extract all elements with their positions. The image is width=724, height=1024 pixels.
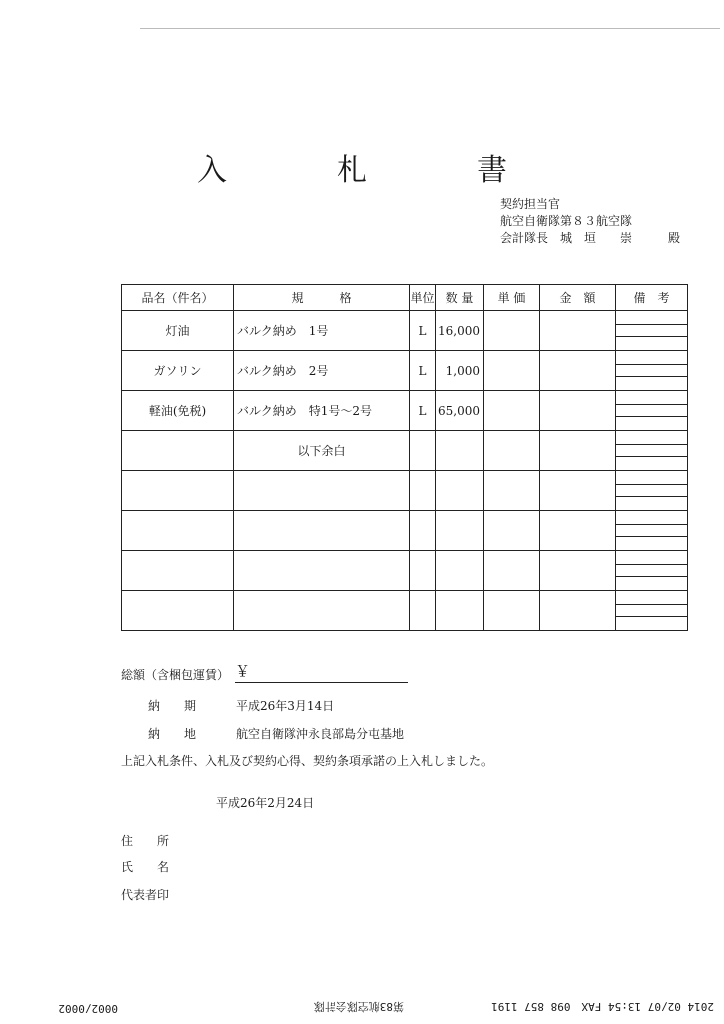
delivery-place: 航空自衛隊沖永良部島分屯基地 <box>236 727 405 741</box>
item-remarks <box>616 551 688 591</box>
item-remarks <box>616 351 688 391</box>
remainder-note: 以下余白 <box>234 431 410 471</box>
empty-cell <box>484 431 540 471</box>
header-item-name: 品名（件名） <box>122 285 234 311</box>
document-title: 入 札 書 <box>197 153 547 188</box>
item-name: 灯油 <box>122 311 234 351</box>
table-row <box>122 591 688 631</box>
item-name: ガソリン <box>122 351 234 391</box>
delivery-place-label: 納 地 <box>148 727 197 741</box>
item-remarks <box>616 431 688 471</box>
empty-cell <box>540 591 616 631</box>
item-remarks <box>616 511 688 551</box>
table-row <box>122 551 688 591</box>
fax-header-line <box>0 995 724 1019</box>
addressee-unit: 航空自衛隊第８３航空隊 <box>500 214 633 228</box>
empty-cell <box>484 591 540 631</box>
address-label: 住 所 <box>121 834 170 848</box>
empty-cell <box>410 511 436 551</box>
delivery-date: 平成26年3月14日 <box>236 699 335 713</box>
table-row <box>122 431 688 471</box>
header-amount: 金 額 <box>540 285 616 311</box>
header-unit-price: 単 価 <box>484 285 540 311</box>
representative-seal-label: 代表者印 <box>121 888 170 902</box>
empty-cell <box>410 471 436 511</box>
item-unit: L <box>410 391 436 431</box>
total-label: 総額（含梱包運賃） <box>121 668 230 682</box>
fax-sender: 第83航空隊会計隊 <box>313 1000 404 1013</box>
empty-cell <box>410 431 436 471</box>
empty-cell <box>484 551 540 591</box>
empty-cell <box>436 551 484 591</box>
table-row <box>122 311 688 351</box>
table-row <box>122 391 688 431</box>
table-header-row <box>122 285 688 311</box>
empty-cell <box>436 471 484 511</box>
bid-statement: 上記入札条件、入札及び契約心得、契約条項承諾の上入札しました。 <box>121 754 494 768</box>
item-remarks <box>616 591 688 631</box>
item-name: 軽油(免税) <box>122 391 234 431</box>
item-quantity: 1,000 <box>436 351 484 391</box>
name-label: 氏 名 <box>121 860 170 874</box>
empty-cell <box>122 551 234 591</box>
fax-timestamp: 2014 02/07 13:54 FAX 098 857 1191 <box>491 1000 714 1013</box>
item-spec: バルク納め 1号 <box>234 311 410 351</box>
addressee-title: 契約担当官 <box>500 197 561 211</box>
item-remarks <box>616 391 688 431</box>
header-quantity: 数 量 <box>436 285 484 311</box>
item-remarks <box>616 471 688 511</box>
item-quantity: 16,000 <box>436 311 484 351</box>
bid-table <box>121 284 688 631</box>
item-amount <box>540 311 616 351</box>
item-quantity: 65,000 <box>436 391 484 431</box>
item-remarks <box>616 311 688 351</box>
empty-cell <box>122 471 234 511</box>
empty-cell <box>540 471 616 511</box>
total-value: ￥ <box>235 662 251 680</box>
empty-cell <box>484 471 540 511</box>
empty-cell <box>410 551 436 591</box>
empty-cell <box>234 551 410 591</box>
empty-cell <box>540 551 616 591</box>
empty-cell <box>436 591 484 631</box>
item-unit-price <box>484 311 540 351</box>
table-row <box>122 471 688 511</box>
item-amount <box>540 351 616 391</box>
header-remarks: 備 考 <box>616 285 688 311</box>
item-unit-price <box>484 351 540 391</box>
item-amount <box>540 391 616 431</box>
total-field <box>235 662 408 683</box>
empty-cell <box>234 511 410 551</box>
submission-date: 平成26年2月24日 <box>216 796 315 810</box>
empty-cell <box>540 431 616 471</box>
item-unit: L <box>410 311 436 351</box>
delivery-date-label: 納 期 <box>148 699 197 713</box>
fax-page-number: 0002/0002 <box>58 1002 118 1015</box>
header-spec: 規 格 <box>234 285 410 311</box>
addressee-name: 会計隊長 城 垣 崇 殿 <box>500 231 681 245</box>
empty-cell <box>234 471 410 511</box>
table-row <box>122 351 688 391</box>
empty-cell <box>410 591 436 631</box>
scan-artifact-line <box>140 28 720 29</box>
item-spec: バルク納め 2号 <box>234 351 410 391</box>
item-unit-price <box>484 391 540 431</box>
empty-cell <box>122 431 234 471</box>
item-spec: バルク納め 特1号～2号 <box>234 391 410 431</box>
empty-cell <box>122 591 234 631</box>
header-unit: 単位 <box>410 285 436 311</box>
item-unit: L <box>410 351 436 391</box>
empty-cell <box>122 511 234 551</box>
empty-cell <box>436 431 484 471</box>
empty-cell <box>484 511 540 551</box>
empty-cell <box>436 511 484 551</box>
empty-cell <box>234 591 410 631</box>
table-row <box>122 511 688 551</box>
empty-cell <box>540 511 616 551</box>
